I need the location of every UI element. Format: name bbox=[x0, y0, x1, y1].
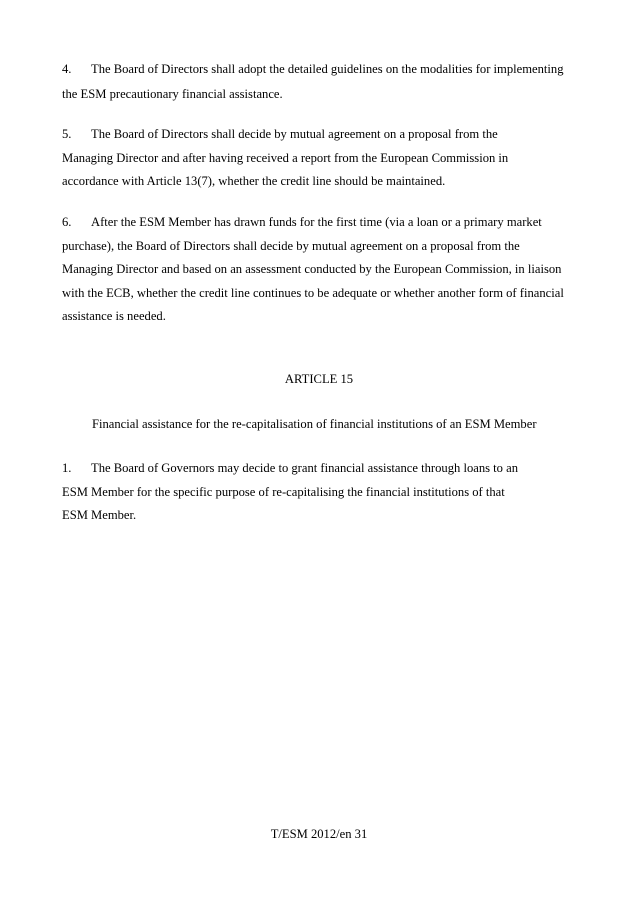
paragraph-6-line-5: assistance is needed. bbox=[62, 309, 166, 323]
paragraph-6-line-2: purchase), the Board of Directors shall decide by mutual agreement on a proposal from the bbox=[62, 239, 520, 253]
article-paragraph-1-line-3: ESM Member. bbox=[62, 508, 137, 522]
paragraph-5-line-2: Managing Director and after having received a report from the European Commission in bbox=[62, 151, 509, 165]
article-paragraph-1-line-1 bbox=[62, 460, 518, 476]
page-footer: T/ESM 2012/en 31 bbox=[270, 827, 368, 841]
paragraph-number: 6. bbox=[62, 215, 72, 229]
paragraph-number: 1. bbox=[62, 461, 72, 475]
paragraph-text: After the ESM Member has drawn funds for the first time (via a loan or a primary market bbox=[91, 215, 542, 229]
paragraph-5-line-3: accordance with Article 13(7), whether the credit line should be maintained. bbox=[62, 174, 446, 188]
article-heading: ARTICLE 15 bbox=[284, 372, 354, 386]
paragraph-6-line-1 bbox=[62, 214, 542, 230]
paragraph-text: The Board of Directors shall adopt the detailed guidelines on the modalities for implementing bbox=[91, 62, 564, 76]
paragraph-5-line-1 bbox=[62, 126, 498, 142]
paragraph-number: 5. bbox=[62, 127, 72, 141]
paragraph-6-line-3: Managing Director and based on an assessment conducted by the European Commission, in liaison bbox=[62, 262, 562, 276]
paragraph-4-line-2: the ESM precautionary financial assistance. bbox=[62, 87, 283, 101]
paragraph-text: The Board of Directors shall decide by mutual agreement on a proposal from the bbox=[91, 127, 498, 141]
paragraph-number: 4. bbox=[62, 62, 72, 76]
paragraph-6-line-4: with the ECB, whether the credit line continues to be adequate or whether another form of financial bbox=[62, 286, 564, 300]
paragraph-text: The Board of Governors may decide to grant financial assistance through loans to an bbox=[91, 461, 519, 475]
article-title: Financial assistance for the re-capitalisation of financial institutions of an ESM Member bbox=[92, 417, 537, 431]
paragraph-4-line-1 bbox=[62, 61, 564, 77]
article-paragraph-1-line-2: ESM Member for the specific purpose of re-capitalising the financial institutions of that bbox=[62, 485, 505, 499]
